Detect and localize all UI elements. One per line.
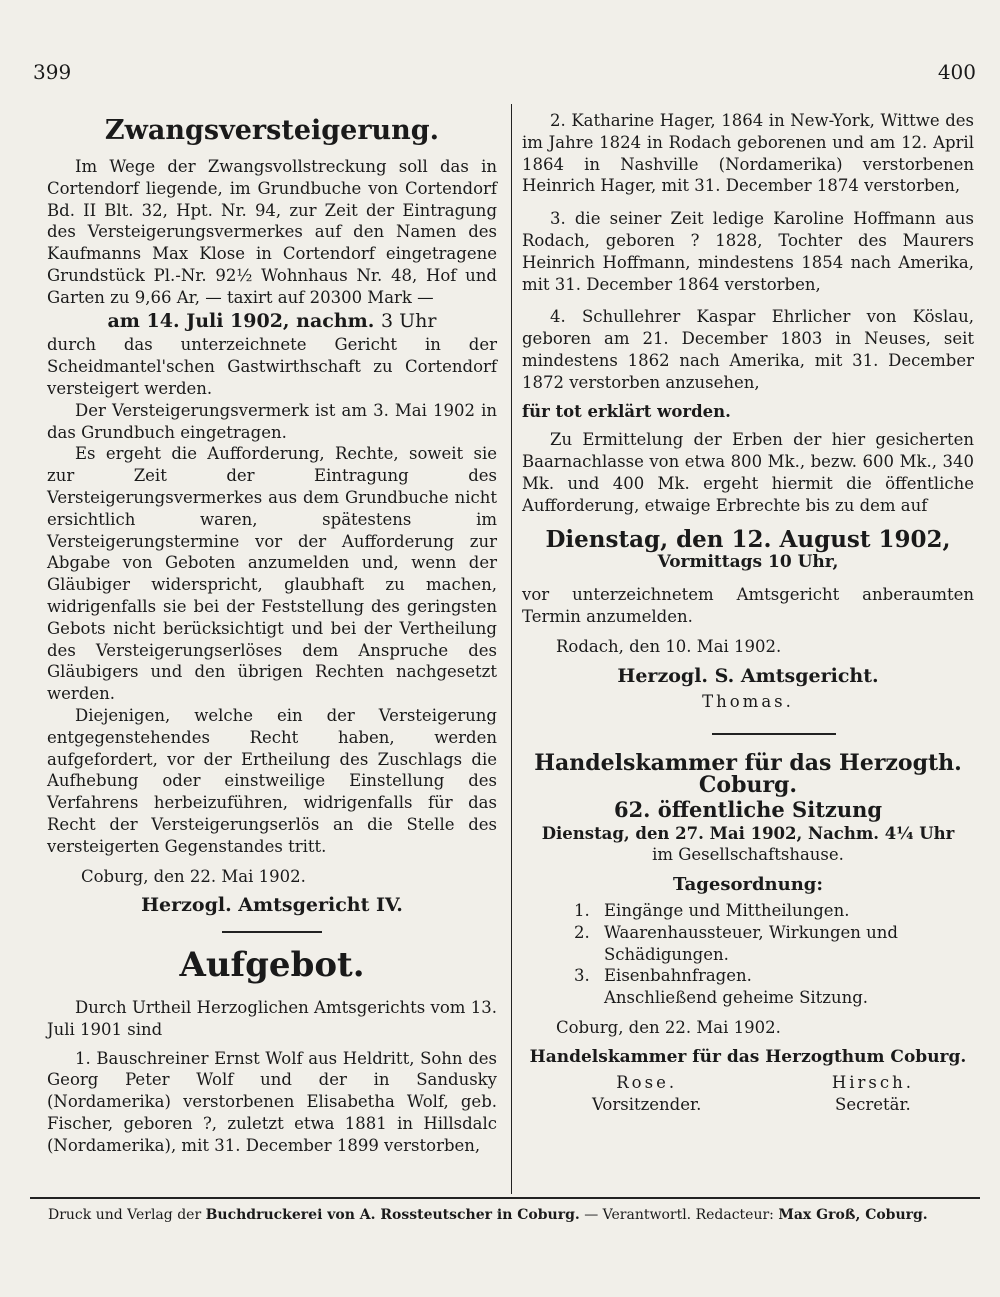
- paragraph: Der Versteigerungsvermerk ist am 3. Mai 1902 in das Grundbuch eingetragen.: [47, 400, 497, 442]
- heading-aufgebot: Aufgebot.: [179, 945, 365, 986]
- session-place: im Gesellschaftshause.: [652, 845, 844, 865]
- agenda-title: Tagesordnung:: [672, 874, 824, 896]
- page-number-right: 400: [937, 60, 976, 84]
- list-item: 3. die seiner Zeit ledige Karoline Hoffmann aus Rodach, geboren ? 1828, Tochter des Maurers Heinrich Hoffmann, mindestens 1854 nach Amerika, mit 31. December 1864 verstorben,: [522, 209, 974, 294]
- list-item: 2. Katharine Hager, 1864 in New-York, Wittwe des im Jahre 1824 in Rodach geborenen und am 12. April 1864 in Nashville (Nordamerika) verstorbenen Heinrich Hager, mit 31. December 1874 verstorben,: [522, 111, 974, 196]
- paragraph: durch das unterzeichnete Gericht in der Scheidmantel'schen Gastwirthschaft zu Cortendorf versteigert werden.: [47, 335, 497, 398]
- paragraph: Zu Ermittelung der Erben der hier gesicherten Baarnachlasse von etwa 800 Mk., bezw. 600 Mk., 340 Mk. und 400 Mk. ergeht hiermit die öffentliche Aufforderung, etwaige Erbrechte bis zu dem auf: [522, 430, 974, 515]
- footer-rule: [30, 1197, 980, 1199]
- chamber-signature: Handelskammer für das Herzogthum Coburg.: [529, 1046, 967, 1067]
- column-divider: [511, 104, 512, 1194]
- signatory-name: Rose.: [616, 1073, 678, 1093]
- signatory-role: Secretär.: [835, 1095, 911, 1115]
- page-number-left: 399: [33, 60, 72, 84]
- editor-name: Max Groß, Coburg.: [778, 1207, 928, 1223]
- hearing-date: Dienstag, den 12. August 1902,: [545, 525, 951, 553]
- session-title: 62. öffentliche Sitzung: [613, 796, 883, 822]
- place-date: Rodach, den 10. Mai 1902.: [556, 636, 782, 656]
- auction-date: [47, 311, 497, 333]
- heading-zwangsversteigerung: Zwangsversteigerung.: [104, 115, 440, 146]
- place-date: Coburg, den 22. Mai 1902.: [556, 1017, 781, 1037]
- paragraph: Durch Urtheil Herzoglichen Amtsgerichts vom 13. Juli 1901 sind: [47, 998, 497, 1039]
- printer-name: Buchdruckerei von A. Rossteutscher in Coburg.: [205, 1207, 580, 1223]
- signatory-left: [592, 1072, 701, 1116]
- auction-date-time: 3 Uhr: [381, 309, 437, 332]
- place-date: Coburg, den 22. Mai 1902.: [81, 866, 306, 886]
- chamber-title: Handelskammer für das Herzogth. Coburg.: [534, 750, 962, 798]
- agenda-item: 3. Eisenbahnfragen.: [574, 966, 752, 986]
- signatory-right: [832, 1072, 914, 1116]
- imprint: Druck und Verlag der Buchdruckerei von A. Rossteutscher in Coburg. — Verantwortl. Redacteur: Max Groß, Coburg.: [48, 1207, 928, 1223]
- list-item: 4. Schullehrer Kaspar Ehrlicher von Köslau, geboren am 21. December 1803 in Neuses, seit mindestens 1862 nach Amerika, mit 31. December 1872 verstorben anzusehen,: [522, 307, 974, 392]
- left-column: [47, 110, 497, 1157]
- paragraph: Es ergeht die Aufforderung, Rechte, soweit sie zur Zeit der Eintragung des Versteigerungsvermerkes aus dem Grundbuche nicht ersichtlich waren, spätestens im Versteigerungstermine vor der Aufforderung zur Abgabe von Geboten anzumelden und, wenn der Gläubiger widerspricht, glaubhaft zu machen, widrigenfalls sie bei der Feststellung des geringsten Gebots nicht berücksichtigt und bei der Vertheilung des Versteigerungserlöses dem Anspruche des Gläubigers und den übrigen Rechten nachgesetzt werden.: [47, 444, 497, 704]
- agenda-item: 1. Eingänge und Mittheilungen.: [574, 900, 850, 920]
- agenda-note: Anschließend geheime Sitzung.: [604, 988, 869, 1008]
- paragraph: vor unterzeichnetem Amtsgericht anberaumten Termin anzumelden.: [522, 585, 974, 626]
- agenda-item: 2. Waarenhaussteuer, Wirkungen und Schädigungen.: [574, 922, 898, 964]
- divider: [712, 733, 836, 735]
- session-date: Dienstag, den 27. Mai 1902, Nachm. 4¼ Uhr: [541, 823, 955, 843]
- auction-date-main: am 14. Juli 1902, nachm.: [107, 309, 375, 332]
- signatories: [592, 1072, 914, 1116]
- court-signature: Herzogl. S. Amtsgericht.: [617, 664, 879, 687]
- list-item: 1. Bauschreiner Ernst Wolf aus Heldritt, Sohn des Georg Peter Wolf und der in Sandusky (Nordamerika) verstorbenen Elisabetha Wolf, geb. Fischer, geboren ?, zuletzt etwa 1881 in Hillsdalc (Nordamerika), mit 31. December 1899 verstorben,: [47, 1048, 497, 1155]
- signatory-role: Vorsitzender.: [592, 1095, 702, 1115]
- paragraph: Im Wege der Zwangsvollstreckung soll das in Cortendorf liegende, im Grundbuche von Cortendorf Bd. II Blt. 32, Hpt. Nr. 94, zur Zeit der Eintragung des Versteigerungsvermerkes auf den Namen des Kaufmanns Max Klose in Cortendorf eingetragene Grundstück Pl.-Nr. 92½ Wohnhaus Nr. 48, Hof und Garten zu 9,66 Ar, — taxirt auf 20300 Mark —: [47, 157, 497, 307]
- paragraph: Diejenigen, welche ein der Versteigerung entgegenstehendes Recht haben, werden aufgefordert, vor der Ertheilung des Zuschlags die Aufhebung oder einstweilige Einstellung des Verfahrens herbeizuführen, widrigenfalls für das Recht der Versteigerungserlös an die Stelle des versteigerten Gegenstandes tritt.: [47, 705, 497, 856]
- declaration: für tot erklärt worden.: [522, 401, 731, 421]
- court-signature: Herzogl. Amtsgericht IV.: [141, 894, 403, 917]
- divider: [222, 931, 322, 933]
- agenda-list: [574, 900, 974, 1009]
- hearing-time: Vormittags 10 Uhr,: [657, 552, 839, 573]
- signatory-name: Hirsch.: [831, 1073, 914, 1093]
- right-column: [522, 110, 974, 1116]
- signer-name: Thomas.: [702, 692, 794, 712]
